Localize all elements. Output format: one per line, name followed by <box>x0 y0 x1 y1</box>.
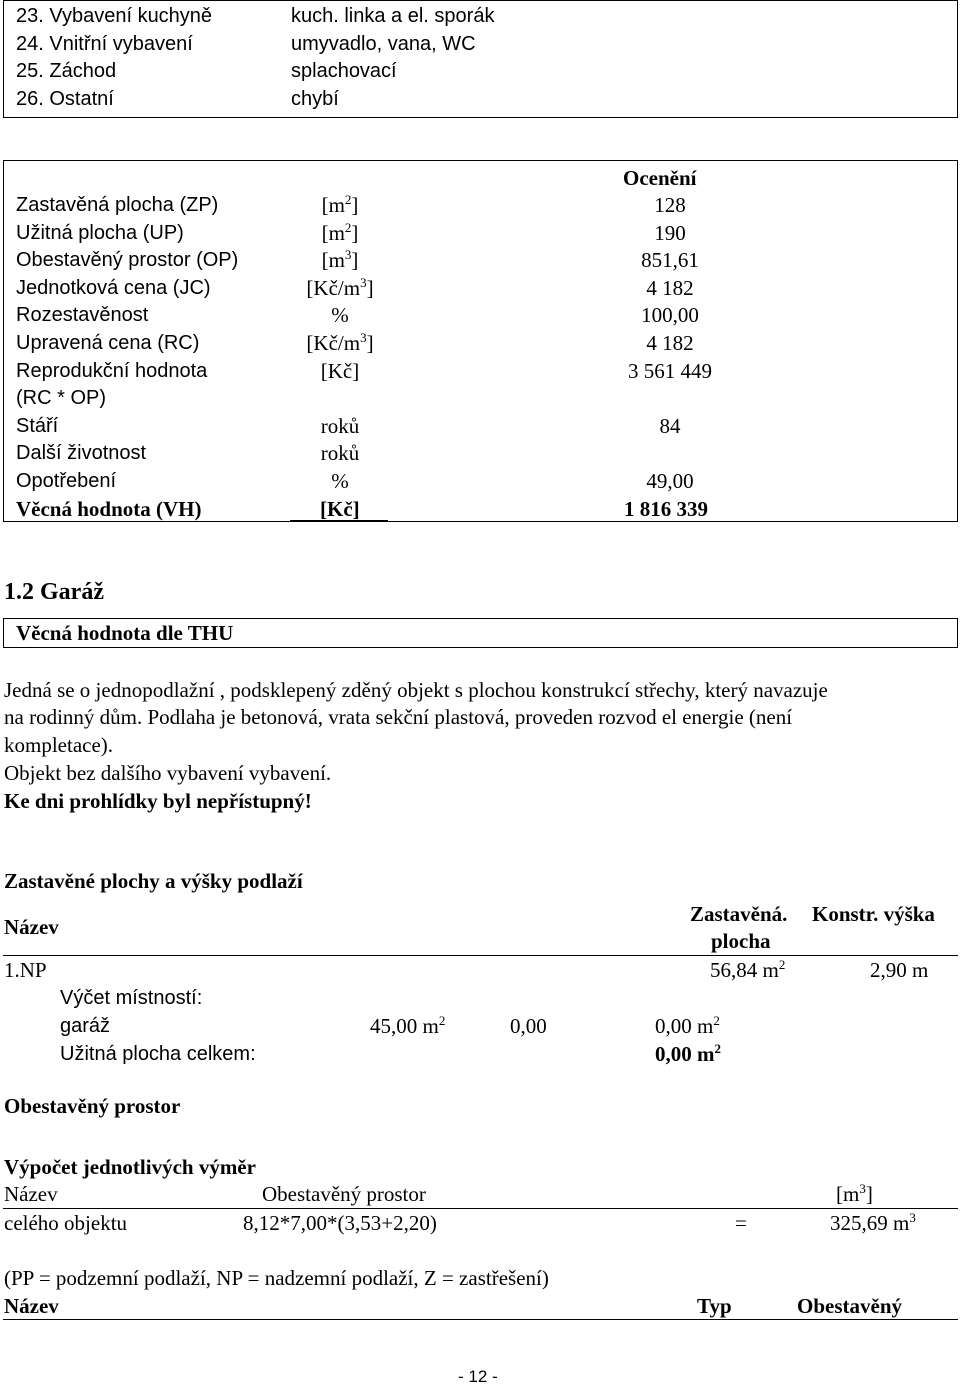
volume-row-name: celého objektu <box>4 1211 128 1235</box>
legend-col-type: Typ <box>697 1294 732 1318</box>
floors-row-height: 2,90 m <box>870 958 929 982</box>
legend-header-rule <box>3 1319 958 1320</box>
floors-col-area-line2: plocha <box>711 929 771 953</box>
valuation-row-unit: $[Kč/m^3]$ <box>306 274 374 300</box>
valuation-row-unit: $[Kč/m^3]$ <box>306 330 374 355</box>
volume-row-value: 325,69 $m^3$ <box>830 1210 916 1235</box>
volume-row-formula: 8,12*7,00*(3,53+2,20) <box>243 1211 437 1235</box>
garage-title: Věcná hodnota dle THU <box>16 621 234 645</box>
garage-paragraph-line2: na rodinný dům. Podlaha je betonová, vrata sekční plastová, proveden rozvod el energie (není <box>4 705 793 729</box>
valuation-row-unit: $[m^2]$ <box>321 192 359 217</box>
valuation-row-unit: [Kč] <box>320 358 360 383</box>
valuation-row-value: 100,00 <box>641 303 699 328</box>
floors-col-height: Konstr. výška <box>812 902 935 926</box>
room-area: 45,00 $m^2$ <box>370 1013 446 1038</box>
room-coef: 0,00 <box>510 1014 547 1038</box>
garage-paragraph-line3: kompletace). <box>4 733 114 757</box>
valuation-row-name: Rozestavěnost <box>16 304 149 327</box>
equipment-label: 23. Vybavení kuchyně <box>16 5 213 27</box>
equipment-label: 26. Ostatní <box>16 87 114 110</box>
usable-total-label: Užitná plocha celkem: <box>60 1043 256 1065</box>
equipment-value: umyvadlo, vana, WC <box>291 32 476 55</box>
valuation-row-value: 3 561 449 <box>628 358 712 383</box>
volume-header-rule <box>3 1208 958 1209</box>
page-number: - 12 - <box>458 1367 498 1386</box>
valuation-row-name: Obestavěný prostor (OP) <box>16 249 239 272</box>
valuation-row-unit: roků <box>320 413 360 438</box>
valuation-row-value: 128 <box>654 193 686 217</box>
equipment-value: chybí <box>291 87 339 110</box>
equipment-label: 25. Záchod <box>16 60 117 82</box>
valuation-row-unit: roků <box>320 441 360 466</box>
legend-col-volume: Obestavěný <box>797 1294 902 1318</box>
equipment-label: 24. Vnitřní vybavení <box>16 32 193 55</box>
room-name: garáž <box>60 1015 111 1037</box>
valuation-row-name: (RC * OP) <box>16 387 106 410</box>
valuation-row-value: 84 <box>659 413 681 438</box>
floors-row-name: 1.NP <box>4 958 47 982</box>
valuation-row-name: Jednotková cena (JC) <box>16 276 211 299</box>
floors-heading: Zastavěné plochy a výšky podlaží <box>4 869 303 893</box>
valuation-total-name: Věcná hodnota (VH) <box>16 497 202 521</box>
rooms-label: Výčet místností: <box>60 987 203 1009</box>
equipment-value: kuch. linka a el. sporák <box>291 5 495 27</box>
garage-paragraph-line1: Jedná se o jednopodlažní , podsklepený zděný objekt s plochou konstrukcí střechy, který navazuje <box>4 678 828 702</box>
valuation-row-name: Reprodukční hodnota <box>16 359 208 382</box>
valuation-row-value: 190 <box>654 220 686 245</box>
valuation-header: Ocenění <box>623 166 697 190</box>
room-usable: 0,00 $m^2$ <box>655 1013 720 1038</box>
valuation-row-value: 4 182 <box>646 331 694 355</box>
legend-col-name: Název <box>4 1294 59 1318</box>
volume-col-name: Název <box>4 1182 58 1206</box>
valuation-row-unit: % <box>331 303 349 328</box>
valuation-total-unit: [Kč] <box>320 497 360 521</box>
valuation-row-name: Užitná plocha (UP) <box>16 221 184 244</box>
valuation-row-value: 4 182 <box>646 275 694 300</box>
volume-heading: Obestavěný prostor <box>4 1094 181 1118</box>
valuation-total-value: 1 816 339 <box>624 497 708 521</box>
volume-row-eq: = <box>735 1211 747 1235</box>
usable-total-value: 0,00 $m^2$ <box>655 1041 721 1066</box>
valuation-row-unit: $[m^2]$ <box>321 219 359 245</box>
floors-header-rule <box>3 955 958 956</box>
valuation-row-value: 851,61 <box>641 248 699 273</box>
floors-col-name: Název <box>4 915 59 939</box>
legend-note: (PP = podzemní podlaží, NP = nadzemní podlaží, Z = zastřešení) <box>4 1266 549 1290</box>
volume-col-unit: $[m^3]$ <box>836 1181 873 1206</box>
equipment-value: splachovací <box>291 60 397 82</box>
valuation-row-unit: $[m^3]$ <box>321 247 359 273</box>
valuation-row-value: 49,00 <box>646 469 694 493</box>
valuation-total-unit-underline <box>290 520 388 521</box>
floors-row-area: 56,84 $m^2$ <box>710 957 786 982</box>
valuation-row-name: Upravená cena (RC) <box>16 332 200 354</box>
valuation-row-unit: % <box>331 469 349 493</box>
floors-col-area-line1: Zastavěná. <box>690 902 788 926</box>
valuation-row-name: Další životnost <box>16 442 147 465</box>
valuation-row-name: Opotřebení <box>16 470 117 492</box>
volume-col-prostor: Obestavěný prostor <box>262 1182 426 1206</box>
garage-paragraph-2: Objekt bez dalšího vybavení vybavení. <box>4 761 332 785</box>
valuation-row-name: Zastavěná plocha (ZP) <box>16 194 219 216</box>
garage-heading: 1.2 Garáž <box>4 579 104 605</box>
volume-calc-heading: Výpočet jednotlivých výměr <box>4 1155 256 1179</box>
valuation-row-name: Stáří <box>16 414 59 437</box>
garage-paragraph-3: Ke dni prohlídky byl nepřístupný! <box>4 789 312 813</box>
